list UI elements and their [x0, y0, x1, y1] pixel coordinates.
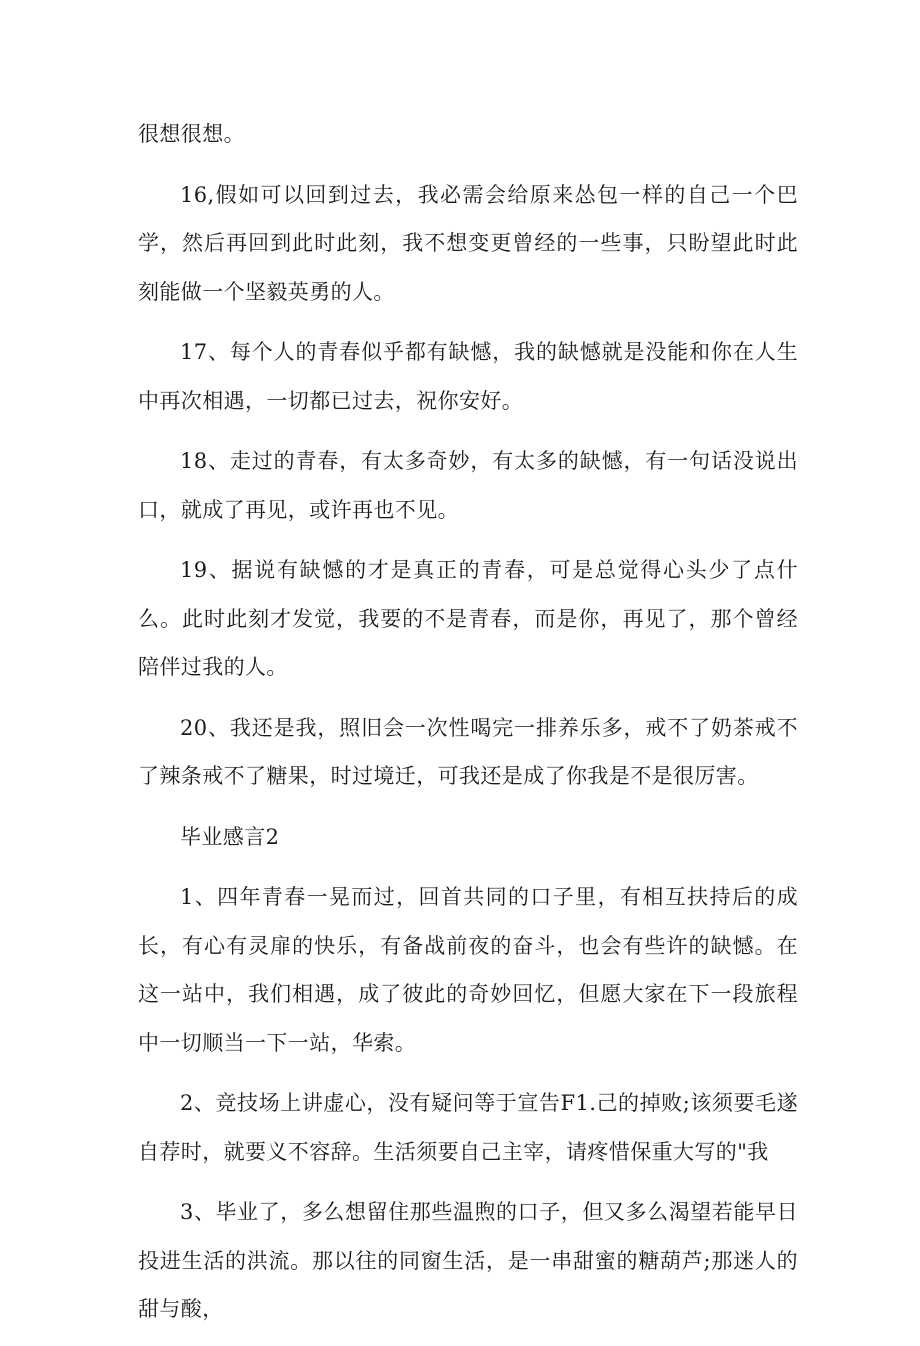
document-body [138, 110, 798, 1346]
paragraph-17: 17、每个人的青春似乎都有缺憾，我的缺憾就是没能和你在人生中再次相遇，一切都已过去，祝你安好。 [138, 340, 798, 413]
section-heading: 毕业感言2 [180, 824, 280, 849]
paragraph-19: 19、据说有缺憾的才是真正的青春，可是总觉得心头少了点什么。此时此刻才发觉，我要的不是青春，而是你，再见了，那个曾经陪伴过我的人。 [138, 558, 798, 679]
paragraph-2: 2、竞技场上讲虚心，没有疑问等于宣告F1.己的掉败;该须要毛遂自荐时，就要义不容辞。生活须要自己主宰，请疼惜保重大写的"我 [138, 1091, 798, 1164]
paragraph-1: 1、四年青春一晃而过，回首共同的口子里，有相互扶持后的成长，有心有灵扉的快乐，有备战前夜的奋斗，也会有些许的缺憾。在这一站中，我们相遇，成了彼此的奇妙回忆，但愿大家在下一段旅程中一切顺当一下一站，华索。 [138, 885, 798, 1055]
paragraph-20: 20、我还是我，照旧会一次性喝完一排养乐多，戒不了奶茶戒不了辣条戒不了糖果，时过境迁，可我还是成了你我是不是很厉害。 [138, 715, 798, 788]
paragraph-16: 16,假如可以回到过去，我必需会给原来怂包一样的自己一个巴学，然后再回到此时此刻，我不想变更曾经的一些事，只盼望此时此刻能做一个坚毅英勇的人。 [138, 182, 798, 304]
paragraph-3: 3、毕业了，多么想留住那些温煦的口子，但又多么渴望若能早日投进生活的洪流。那以往的同窗生活，是一串甜蜜的糖葫芦;那迷人的甜与酸， [138, 1200, 798, 1321]
paragraph-continuation: 很想很想。 [138, 122, 245, 146]
paragraph-18: 18、走过的青春，有太多奇妙，有太多的缺憾，有一句话没说出口，就成了再见，或许再也不见。 [138, 449, 798, 522]
